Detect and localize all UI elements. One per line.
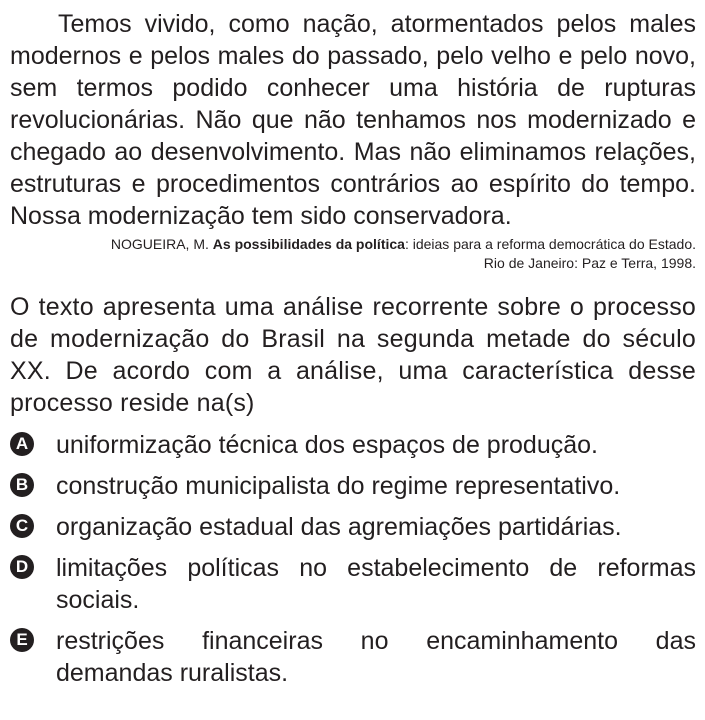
citation-publication: Rio de Janeiro: Paz e Terra, 1998. — [483, 255, 696, 271]
option-a[interactable] — [10, 429, 696, 461]
option-d-letter-badge: D — [10, 555, 34, 579]
option-a-letter-badge: A — [10, 432, 34, 456]
option-b-text: construção municipalista do regime representativo. — [56, 472, 621, 500]
option-c-text: organização estadual das agremiações partidárias. — [56, 513, 622, 541]
option-a-text: uniformização técnica dos espaços de produção. — [56, 431, 598, 459]
answer-options — [10, 429, 696, 689]
option-e-text: restrições financeiras no encaminhamento das demandas ruralistas. — [56, 627, 696, 687]
quoted-passage — [10, 8, 696, 232]
citation-author: NOGUEIRA, M. — [110, 236, 209, 252]
citation-subtitle: : ideias para a reforma democrática do Estado. — [404, 236, 696, 252]
option-b-letter-badge: B — [10, 473, 34, 497]
question-stem: O texto apresenta uma análise recorrente sobre o processo de modernização do Brasil na segunda metade do século XX. De acordo com a análise, uma característica desse processo reside na(s) — [10, 293, 696, 417]
option-e-letter-badge: E — [10, 628, 34, 652]
question-page — [10, 8, 696, 698]
citation — [10, 235, 696, 273]
option-c[interactable] — [10, 511, 696, 543]
option-d-text: limitações políticas no estabelecimento de reformas sociais. — [56, 554, 696, 614]
option-c-letter-badge: C — [10, 514, 34, 538]
quote-text: Temos vivido, como nação, atormentados pelos males modernos e pelos males do passado, pelo velho e pelo novo, sem termos podido conhecer uma história de rupturas revolucionárias. Não que não tenhamos nos modernizado e chegado ao desenvolvimento. Mas não eliminamos relações, estruturas e procedimentos contrários ao espírito do tempo. Nossa modernização tem sido conservadora. — [10, 10, 696, 230]
option-d[interactable] — [10, 552, 696, 616]
citation-title: As possibilidades da política — [212, 236, 405, 252]
option-b[interactable] — [10, 470, 696, 502]
option-e[interactable] — [10, 625, 696, 689]
